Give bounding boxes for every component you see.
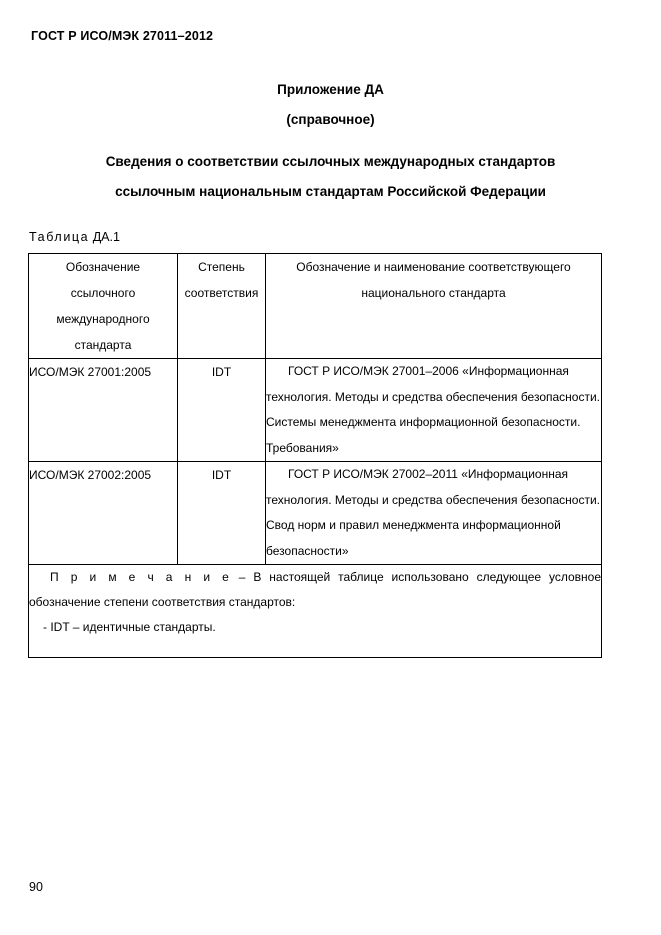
header-line: ссылочного <box>70 286 136 300</box>
cell-national-standard: ГОСТ Р ИСО/МЭК 27002–2011 «Информационная технология. Методы и средства обеспечения безопасности. Свод норм и правил менеджмента информационной безопасности» <box>266 462 602 565</box>
annex-title-block <box>0 81 661 128</box>
note-list-item: - IDT – идентичные стандарты. <box>43 620 216 634</box>
table-header-cell-reference <box>29 254 178 359</box>
conformity-table <box>28 253 602 658</box>
header-line: соответствия <box>184 286 259 300</box>
note-body: – В настоящей таблице использовано следующее условное обозначение степени соответствия стандартов: <box>29 570 601 609</box>
header-line: стандарта <box>74 338 132 352</box>
annex-title: Приложение ДА <box>277 82 384 97</box>
table-caption <box>29 230 120 244</box>
header-line: Обозначение <box>65 260 141 274</box>
table-caption-number: ДА.1 <box>92 230 120 244</box>
annex-heading <box>0 147 661 207</box>
cell-national-standard: ГОСТ Р ИСО/МЭК 27001–2006 «Информационная технология. Методы и средства обеспечения безопасности. Системы менеджмента информационной безопасности. Требования» <box>266 359 602 462</box>
header-line: национального стандарта <box>361 286 506 300</box>
table-note-row <box>29 565 602 658</box>
annex-heading-line-2: ссылочным национальным стандартам Российской Федерации <box>115 184 546 199</box>
note-paragraph <box>29 565 601 615</box>
cell-conformity-degree: IDT <box>178 359 266 462</box>
page-number: 90 <box>29 880 43 894</box>
header-line: Степень <box>198 260 245 274</box>
table-header-cell-conformity <box>178 254 266 359</box>
annex-heading-line-1: Сведения о соответствии ссылочных международных стандартов <box>105 154 556 169</box>
table-row <box>29 462 602 565</box>
table-caption-prefix: Таблица <box>29 230 90 244</box>
cell-conformity-degree: IDT <box>178 462 266 565</box>
table-header-row <box>29 254 602 359</box>
note-label: П р и м е ч а н и е <box>50 570 231 584</box>
table-note <box>29 565 602 658</box>
table-header-cell-national <box>266 254 602 359</box>
running-header: ГОСТ Р ИСО/МЭК 27011–2012 <box>31 29 214 43</box>
annex-subtitle: (справочное) <box>286 112 375 127</box>
cell-reference-standard: ИСО/МЭК 27002:2005 <box>29 462 178 565</box>
table-row <box>29 359 602 462</box>
header-line: Обозначение и наименование соответствующего <box>296 260 571 274</box>
header-line: международного <box>56 312 150 326</box>
cell-reference-standard: ИСО/МЭК 27001:2005 <box>29 359 178 462</box>
